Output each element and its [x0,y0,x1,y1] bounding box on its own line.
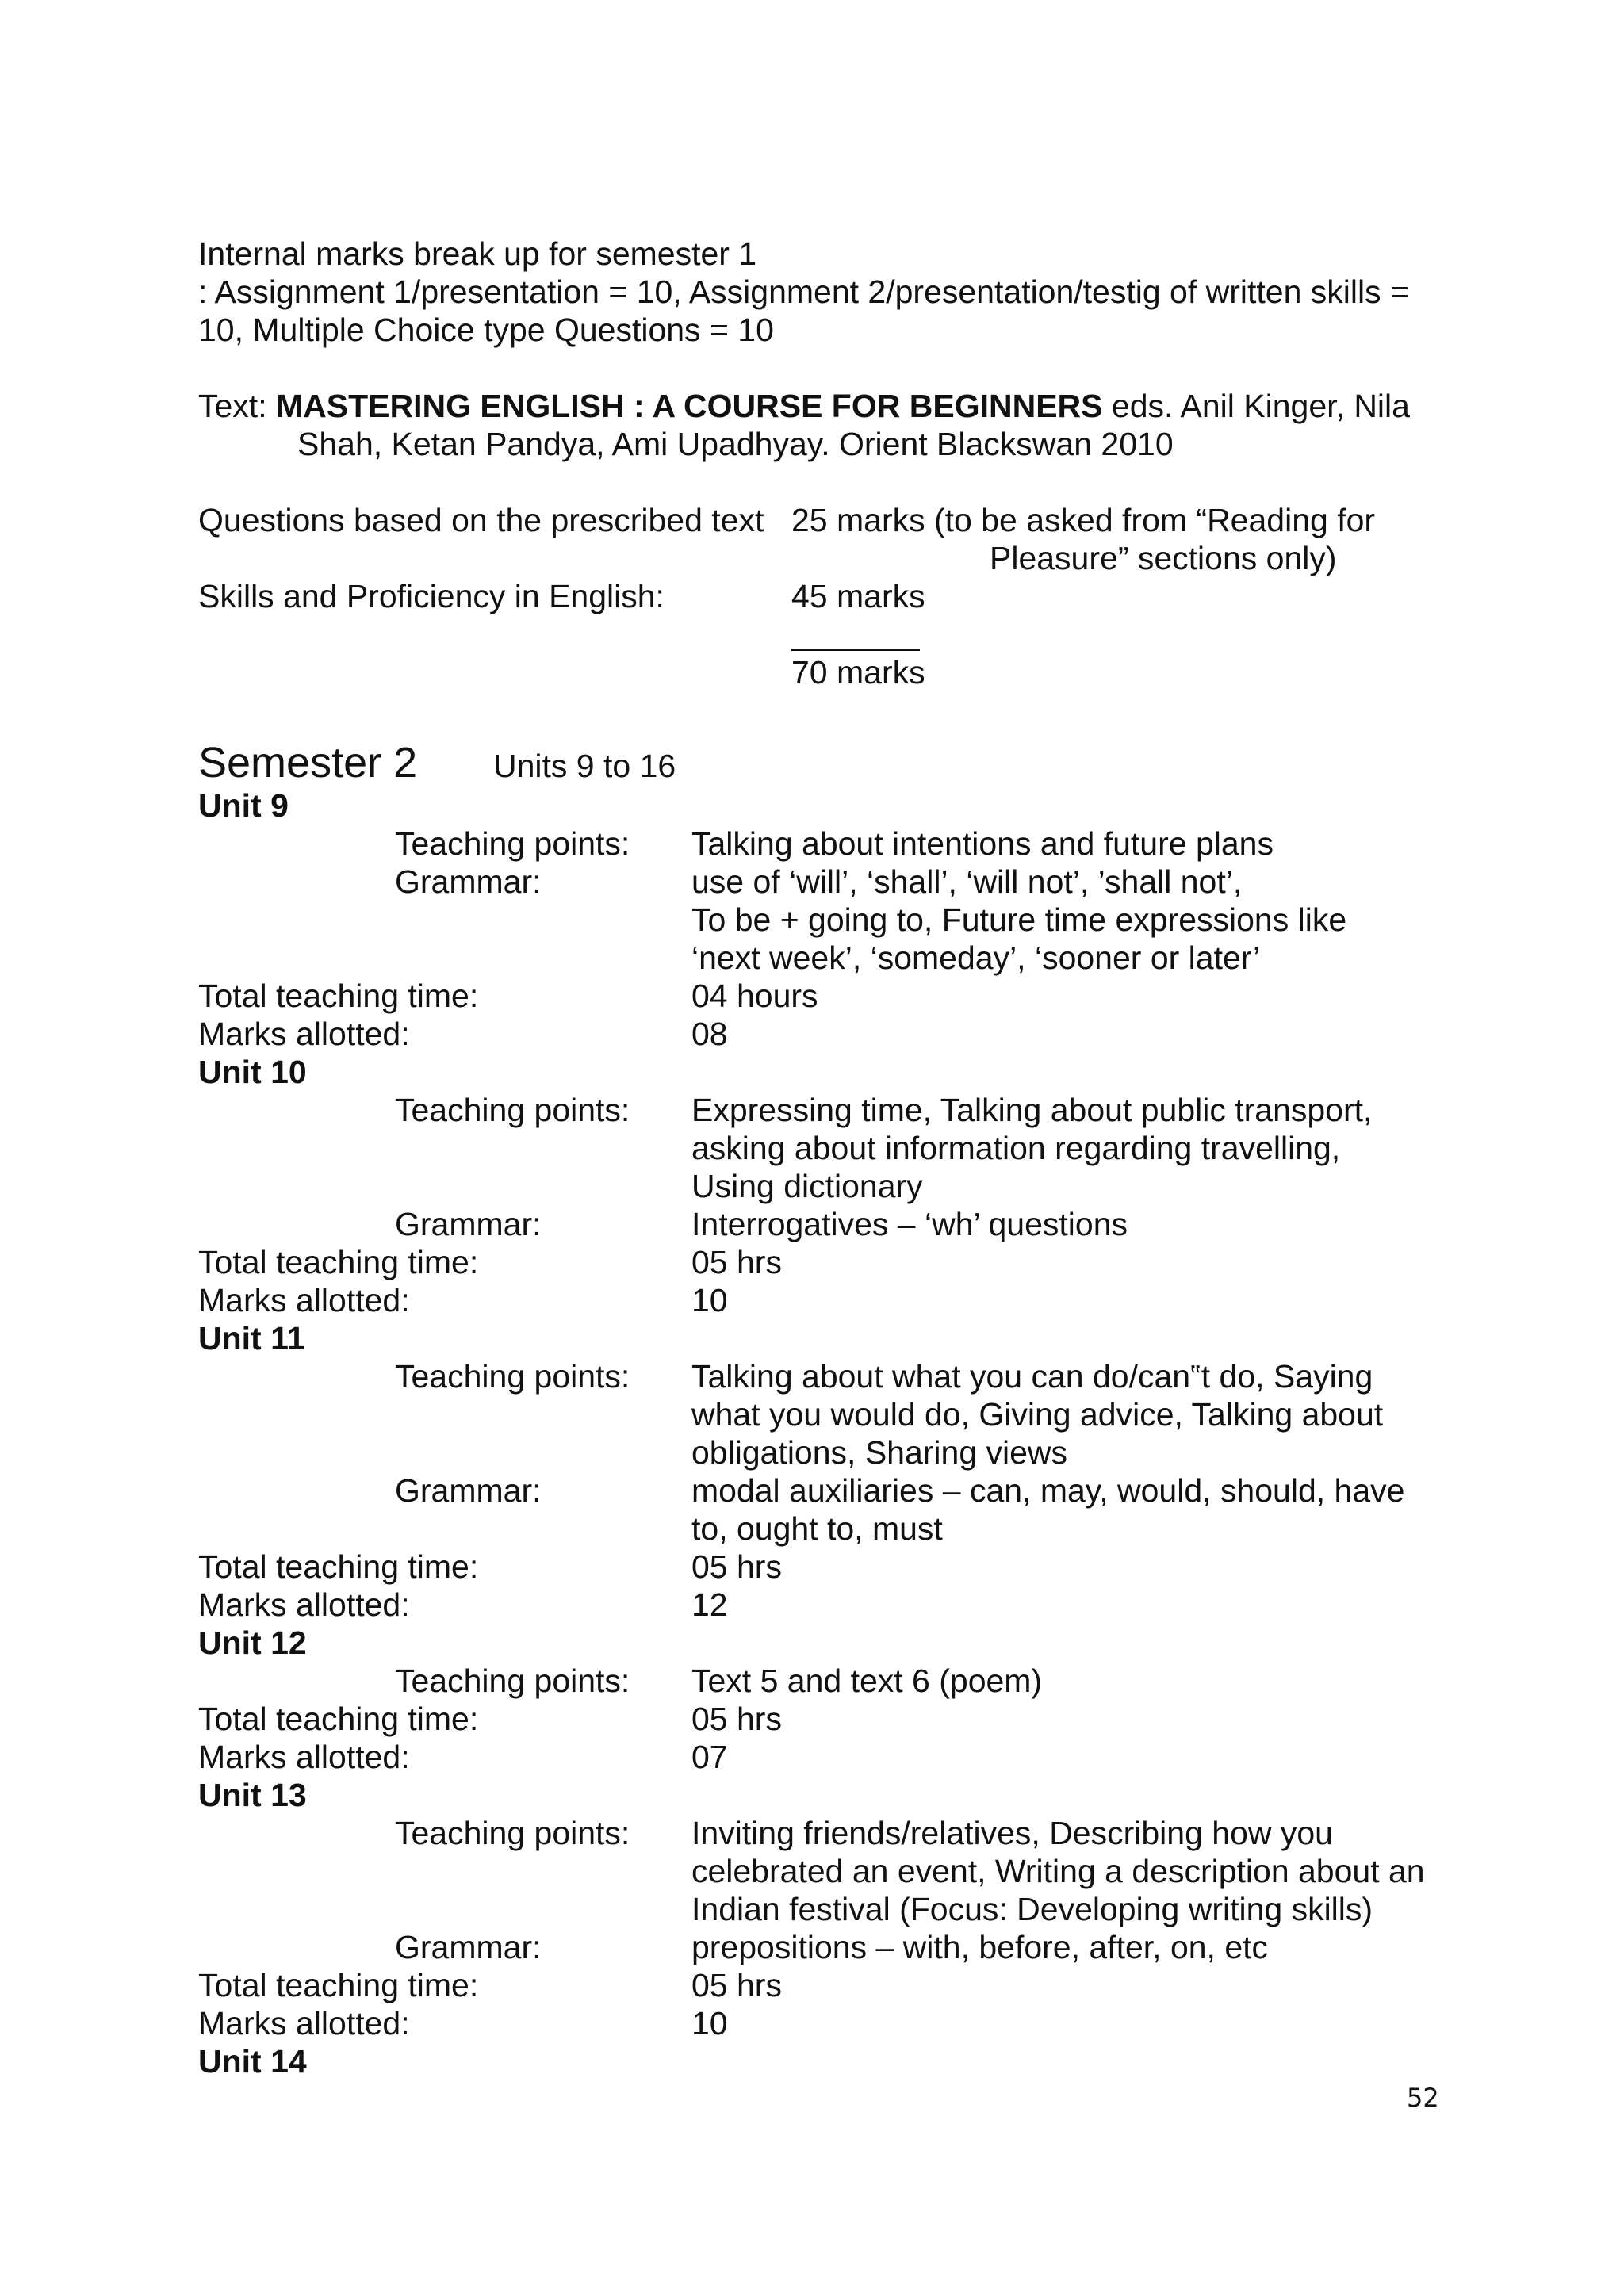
questions-marks: 25 marks (to be asked from “Reading for [791,502,1376,538]
intro-line-1: Internal marks break up for semester 1 [198,235,757,272]
unit-10-grammar-label: Grammar: [395,1206,542,1242]
unit-12-time-label: Total teaching time: [198,1701,479,1737]
unit-12-teaching: Text 5 and text 6 (poem) [691,1663,1043,1699]
unit-13-marks-label: Marks allotted: [198,2005,410,2042]
unit-13-grammar: prepositions – with, before, after, on, etc [691,1929,1269,1965]
unit-13-marks: 10 [691,2005,728,2042]
questions-marks-cont: Pleasure” sections only) [990,540,1337,576]
semester-subtitle: Units 9 to 16 [493,748,676,784]
unit-13-teaching-2: celebrated an event, Writing a description about an [691,1853,1425,1889]
unit-13-time: 05 hrs [691,1967,782,2003]
unit-9-time: 04 hours [691,978,818,1014]
unit-10-teaching-2: asking about information regarding travelling, [691,1130,1341,1166]
page-number: 52 [1407,2083,1439,2113]
unit-11-marks: 12 [691,1586,728,1623]
unit-13-time-label: Total teaching time: [198,1967,479,2003]
unit-11-marks-label: Marks allotted: [198,1586,410,1623]
unit-11-title: Unit 11 [198,1320,305,1357]
unit-9-time-label: Total teaching time: [198,978,479,1014]
unit-9-marks: 08 [691,1016,728,1052]
unit-10-marks-label: Marks allotted: [198,1282,410,1318]
unit-11-grammar-1: modal auxiliaries – can, may, would, should, have [691,1472,1405,1509]
unit-9-title: Unit 9 [198,787,289,824]
unit-13-teaching-3: Indian festival (Focus: Developing writing skills) [691,1891,1373,1927]
unit-9-grammar-label: Grammar: [395,863,542,900]
unit-13-title: Unit 13 [198,1777,307,1813]
unit-13-grammar-label: Grammar: [395,1929,542,1965]
unit-11-teaching-label: Teaching points: [395,1358,630,1395]
unit-11-teaching-1: Talking about what you can do/can‟t do, Saying [691,1358,1373,1395]
semester-title: Semester 2 [198,739,418,786]
unit-10-teaching-label: Teaching points: [395,1092,630,1128]
skills-label: Skills and Proficiency in English: [198,578,665,614]
text-reference [198,387,1410,425]
text-reference-title: MASTERING ENGLISH : A COURSE FOR BEGINNERS [275,388,1103,424]
unit-9-teaching-points: Talking about intentions and future plans [691,825,1274,862]
unit-12-time: 05 hrs [691,1701,782,1737]
unit-11-grammar-label: Grammar: [395,1472,542,1509]
unit-10-teaching-3: Using dictionary [691,1168,923,1204]
unit-13-teaching-1: Inviting friends/relatives, Describing how you [691,1815,1333,1851]
unit-11-time: 05 hrs [691,1548,782,1585]
unit-10-title: Unit 10 [198,1054,307,1090]
questions-label: Questions based on the prescribed text [198,502,764,538]
unit-9-teaching-label: Teaching points: [395,825,630,862]
unit-14-title: Unit 14 [198,2043,307,2080]
text-reference-line-2: Shah, Ketan Pandya, Ami Upadhyay. Orient Blackswan 2010 [297,426,1174,462]
unit-11-teaching-3: obligations, Sharing views [691,1434,1068,1471]
intro-line-3: 10, Multiple Choice type Questions = 10 [198,312,774,348]
unit-11-teaching-2: what you would do, Giving advice, Talking about [691,1396,1384,1433]
unit-9-grammar-3: ‘next week’, ‘someday’, ‘sooner or later’ [691,939,1261,976]
text-reference-editors: eds. Anil Kinger, Nila [1102,388,1410,424]
intro-line-2: : Assignment 1/presentation = 10, Assignment 2/presentation/testig of written skills = [198,274,1409,310]
unit-10-time: 05 hrs [691,1244,782,1280]
unit-13-teaching-label: Teaching points: [395,1815,630,1851]
total-marks: 70 marks [791,654,925,691]
unit-10-grammar: Interrogatives – ‘wh’ questions [691,1206,1128,1242]
unit-12-title: Unit 12 [198,1624,307,1661]
unit-10-teaching-1: Expressing time, Talking about public transport, [691,1092,1373,1128]
unit-12-teaching-label: Teaching points: [395,1663,630,1699]
text-reference-prefix: Text: [198,388,276,424]
skills-marks: 45 marks [791,578,925,614]
unit-9-grammar-1: use of ‘will’, ‘shall’, ‘will not’, ’shall not’, [691,863,1243,900]
unit-12-marks: 07 [691,1739,728,1775]
unit-11-grammar-2: to, ought to, must [691,1510,943,1547]
unit-10-time-label: Total teaching time: [198,1244,479,1280]
unit-12-marks-label: Marks allotted: [198,1739,410,1775]
unit-9-grammar-2: To be + going to, Future time expressions like [691,901,1347,938]
unit-9-marks-label: Marks allotted: [198,1016,410,1052]
unit-11-time-label: Total teaching time: [198,1548,479,1585]
unit-10-marks: 10 [691,1282,728,1318]
total-underline [791,649,920,651]
